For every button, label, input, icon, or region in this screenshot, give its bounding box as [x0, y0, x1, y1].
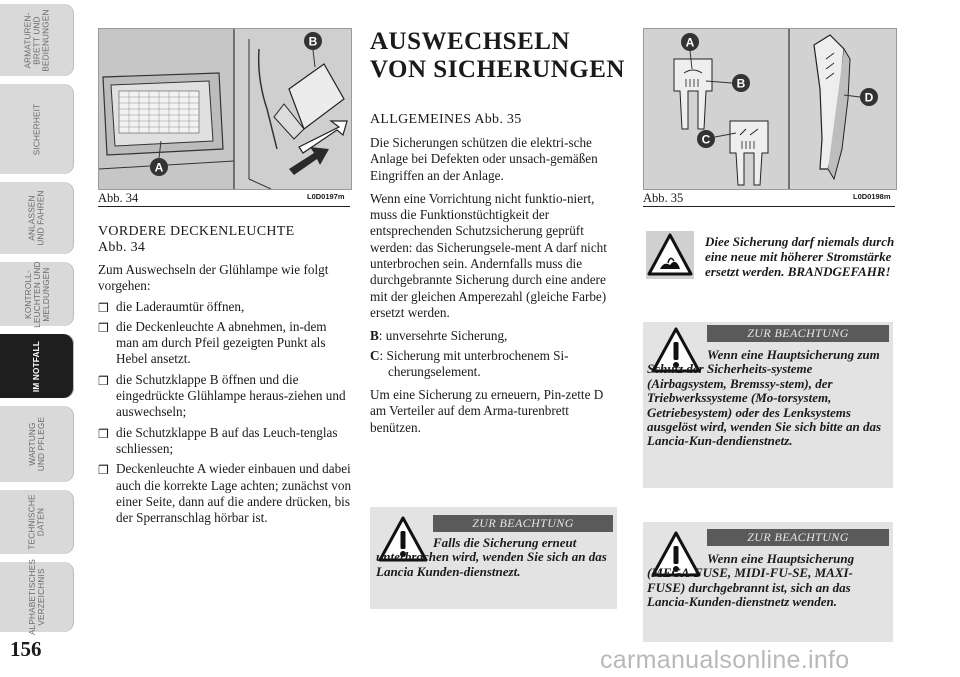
definition-key: C [370, 347, 380, 363]
tab-technische-daten[interactable] [0, 490, 74, 554]
checkbox-bullet-icon: ❒ [98, 463, 109, 478]
warning-box [643, 322, 893, 488]
list-item-text: die Laderaumtür öffnen, [116, 298, 245, 314]
figure-35-code: L0D0198m [853, 192, 891, 201]
tab-label: ARMATUREN- BRETT UND BEDIENUNGEN [23, 8, 51, 72]
fire-hazard-icon [646, 231, 694, 279]
page-title-line1: AUSWECHSELN [370, 28, 570, 55]
tab-wartung[interactable] [0, 406, 74, 482]
tab-im-notfall[interactable] [0, 334, 74, 398]
warning-text: Wenn eine Hauptsicherung zum Schutz der Sicherheits-systeme (Airbagsystem, Bremssy-stem), der Triebwerkssysteme (Mo-torsystem, Getriebesystem) oder des Lenksystems ausgelöst wird, wenden Sie sich bitte an das Lancia-Kun-dendienstnetz. [647, 347, 882, 449]
warning-header: ZUR BEACHTUNG [433, 515, 613, 532]
note-text: Diee Sicherung darf niemals durch eine neue mit höherer Stromstärke ersetzt werden. BRANDGEFAHR! [705, 234, 895, 280]
list-item [98, 372, 352, 421]
page-title-line2: VON SICHERUNGEN [370, 56, 625, 83]
warning-header: ZUR BEACHTUNG [707, 325, 889, 342]
caption-rule [98, 206, 350, 207]
definition-text: : unversehrte Sicherung, [378, 328, 508, 344]
page-title [370, 28, 626, 84]
checkbox-bullet-icon: ❒ [98, 426, 109, 441]
list-item-text: die Schutzklappe B öffnen und die eingedrückte Glühlampe heraus-ziehen und auswechseln; [116, 371, 346, 420]
definition-item [370, 348, 620, 381]
list-item [98, 299, 352, 315]
figure-34-label-a: A [154, 160, 164, 175]
column-1 [98, 224, 352, 526]
paragraph: Die Sicherungen schützen die elektri-sche Anlage bei Defekten oder unsach-gemäßen Eingriffen an der Anlage. [370, 135, 598, 183]
warning-header: ZUR BEACHTUNG [707, 529, 889, 546]
tab-armaturenbrett[interactable] [0, 4, 74, 76]
list-item [98, 461, 352, 526]
tab-label: ALPHABETISCHES VERZEICHNIS [28, 558, 46, 636]
warning-text: Falls die Sicherung erneut unterbrochen wird, wenden Sie sich an das Lancia Kunden-dienstnezt. [376, 535, 607, 579]
tab-label: ANLASSEN UND FAHREN [27, 190, 46, 246]
column-2 [370, 112, 620, 436]
page-number: 156 [10, 637, 42, 661]
tab-label: IM NOTFALL [32, 340, 42, 392]
definition-item [370, 328, 620, 344]
list-item [98, 319, 352, 368]
checkbox-bullet-icon: ❒ [98, 373, 109, 388]
paragraph: Um eine Sicherung zu erneuern, Pin-zette D am Verteiler auf dem Arma-turenbrett benützen. [370, 387, 604, 435]
list-item-text: die Deckenleuchte A abnehmen, in-dem man am durch Pfeil gezeigten Punkt als Hebel ansetzt. [116, 318, 327, 367]
tab-kontrollleuchten[interactable] [0, 262, 74, 326]
tab-label: SICHERHEIT [32, 103, 42, 155]
paragraph: Wenn eine Vorrichtung nicht funktio-niert, muss die Funktionstüchtigkeit der entsprechenden Schutzsicherung geprüft werden: das Sicherungsele-ment A darf nicht unterbrochen sein. Andernfalls muss die durchgebrannte Sicherung durch eine andere mit der gleichen Amperezahl (gleiche Farbe) ersetzt werden. [370, 190, 607, 320]
warning-text: Wenn eine Hauptsicherung (MEGA-FUSE, MIDI-FU-SE, MAXI-FUSE) durchgebrannt ist, sich an das Lancia-Kunden-dienstnetz wenden. [647, 551, 855, 610]
figure-35-label-c: C [701, 132, 711, 147]
figure-35-label-b: B [736, 76, 746, 91]
figure-35-caption: Abb. 35 [643, 191, 684, 205]
list-item-text: die Schutzklappe B auf das Leuch-tenglas schliessen; [116, 424, 338, 456]
section-heading-ref: Abb. 34 [98, 240, 146, 255]
section-heading: ALLGEMEINES Abb. 35 [370, 112, 522, 127]
chapter-tabs [0, 0, 78, 640]
tab-label: TECHNISCHE DATEN [27, 494, 46, 550]
figure-35-label-a: A [685, 35, 695, 50]
fuse-illustration [644, 29, 896, 189]
caption-rule [643, 206, 895, 207]
list-item-text: Deckenleuchte A wieder einbauen und dabei auch die korrekte Lage achten; zunächst von einer Seite, dann auf die andere drücken, bis der Sperranschlag hörbar ist. [116, 461, 352, 526]
tab-verzeichnis[interactable] [0, 558, 74, 636]
list-item [98, 425, 352, 458]
definition-key: B [370, 328, 379, 344]
definition-text: : Sicherung mit unterbrochenem Si-cherungselement. [379, 347, 569, 379]
tab-anlassen[interactable] [0, 182, 74, 254]
fire-note [643, 224, 893, 302]
tab-label: WARTUNG UND PFLEGE [27, 416, 46, 472]
checkbox-bullet-icon: ❒ [98, 320, 109, 335]
tab-sicherheit[interactable] [0, 84, 74, 174]
warning-box [643, 522, 893, 642]
ceiling-lamp-illustration [99, 29, 351, 189]
tab-label: KONTROLL- LEUCHTEN UND MELDUNGEN [23, 260, 51, 328]
figure-34-code: L0D0197m [307, 192, 345, 201]
figure-34-label-b: B [308, 34, 318, 49]
figure-35-image [643, 28, 897, 190]
figure-34-image [98, 28, 352, 190]
warning-box [370, 507, 617, 609]
figure-34-caption: Abb. 34 [98, 191, 139, 205]
watermark: carmanualsonline.info [600, 646, 850, 674]
section-heading: VORDERE DECKENLEUCHTE [98, 224, 295, 239]
checkbox-bullet-icon: ❒ [98, 300, 109, 315]
intro-text: Zum Auswechseln der Glühlampe wie folgt vorgehen: [98, 262, 329, 294]
figure-35-label-d: D [864, 90, 874, 105]
